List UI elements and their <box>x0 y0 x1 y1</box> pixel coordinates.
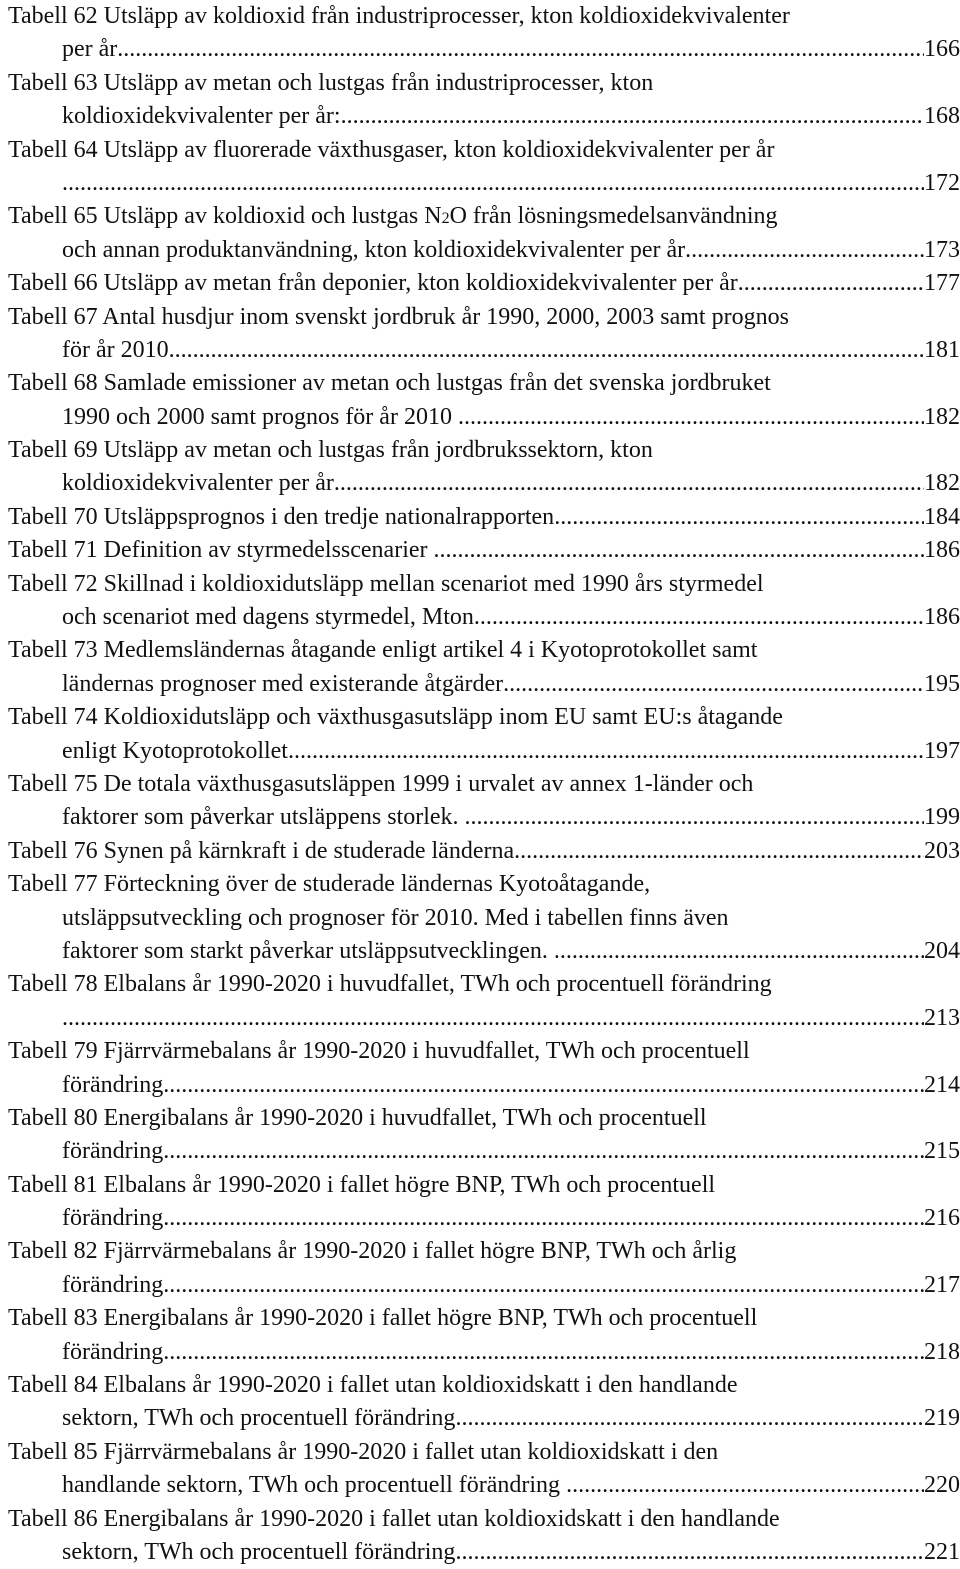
page-number: 199 <box>924 804 960 831</box>
toc-entry-tabell-65[interactable]: Tabell 65 Utsläpp av koldioxid och lustgas N 2 O från lösningsmedelsanvändning och annan produktanvändning, kton koldioxidekvivalenter per år ..... 173 <box>8 200 960 267</box>
page-number: 215 <box>924 1138 960 1165</box>
toc-entry-text: Tabell 71 Definition av styrmedelsscenarier <box>8 537 434 564</box>
page-number: 204 <box>924 937 960 964</box>
toc-entry-text: Tabell 84 Elbalans år 1990-2020 i fallet utan koldioxidskatt i den handlande <box>8 1372 738 1399</box>
dot-leader <box>434 534 924 567</box>
toc-entry-text: Tabell 69 Utsläpp av metan och lustgas från jordbrukssektorn, kton <box>8 437 653 464</box>
dot-leader <box>685 234 924 267</box>
toc-entry-tabell-83[interactable] <box>8 1302 960 1369</box>
toc-entry-tabell-70[interactable] <box>8 501 960 534</box>
toc-entry-text: Tabell 79 Fjärrvärmebalans år 1990-2020 i huvudfallet, TWh och procentuell <box>8 1038 750 1065</box>
toc-entry-text: koldioxidekvivalenter per år <box>62 470 334 497</box>
toc-entry-tabell-77[interactable] <box>8 868 960 968</box>
dot-leader <box>465 801 924 834</box>
toc-entry-text: Tabell 83 Energibalans år 1990-2020 i fallet högre BNP, TWh och procentuell <box>8 1305 758 1332</box>
toc-entry-text: O från lösningsmedelsanvändning <box>449 203 778 230</box>
toc-entry-tabell-81[interactable] <box>8 1169 960 1236</box>
toc-entry-text: Tabell 73 Medlemsländernas åtagande enligt artikel 4 i Kyotoprotokollet samt <box>8 637 758 664</box>
toc-entry-text: förändring <box>62 1205 164 1232</box>
page-number: 166 <box>924 36 960 63</box>
page-number: 197 <box>924 737 960 764</box>
toc-entry-text: Tabell 75 De totala växthusgasutsläppen 1999 i urvalet av annex 1-länder och <box>8 770 754 797</box>
toc-entry-text: förändring <box>62 1138 164 1165</box>
toc-entry-text: Tabell 82 Fjärrvärmebalans år 1990-2020 i fallet högre BNP, TWh och årlig <box>8 1238 737 1265</box>
page-number: 216 <box>924 1205 960 1232</box>
dot-leader <box>62 1002 924 1035</box>
toc-entry-tabell-69[interactable] <box>8 434 960 501</box>
dot-leader <box>169 334 924 367</box>
dot-leader <box>554 501 924 534</box>
dot-leader <box>503 668 924 701</box>
toc-entry-text: Tabell 74 Koldioxidutsläpp och växthusgasutsläpp inom EU samt EU:s åtagande <box>8 704 783 731</box>
toc-entry-text: Tabell 64 Utsläpp av fluorerade växthusgaser, kton koldioxidekvivalenter per år <box>8 136 775 163</box>
toc-entry-tabell-64[interactable] <box>8 134 960 201</box>
toc-entry-text: enligt Kyotoprotokollet. <box>62 737 294 764</box>
toc-entry-tabell-84[interactable] <box>8 1369 960 1436</box>
toc-entry-tabell-75[interactable] <box>8 768 960 835</box>
toc-entry-text: Tabell 72 Skillnad i koldioxidutsläpp mellan scenariot med 1990 års styrmedel <box>8 570 764 597</box>
toc-entry-text: Tabell 85 Fjärrvärmebalans år 1990-2020 i fallet utan koldioxidskatt i den <box>8 1438 719 1465</box>
page-number: 172 <box>924 169 960 196</box>
toc-entry-text: utsläppsutveckling och prognoser för 2010. Med i tabellen finns även <box>62 904 729 931</box>
toc-entry-text: Tabell 63 Utsläpp av metan och lustgas från industriprocesser, kton <box>8 69 654 96</box>
toc-entry-tabell-74[interactable] <box>8 701 960 768</box>
toc-entry-tabell-79[interactable] <box>8 1035 960 1102</box>
page-number: 221 <box>924 1538 960 1565</box>
toc-entry-tabell-67[interactable] <box>8 301 960 368</box>
toc-entry-text: Tabell 65 Utsläpp av koldioxid och lustgas N <box>8 203 442 230</box>
toc-entry-tabell-76[interactable] <box>8 835 960 868</box>
page-number: 186 <box>924 604 960 631</box>
toc-entry-text: ländernas prognoser med existerande åtgärder <box>62 670 504 697</box>
dot-leader <box>163 1202 924 1235</box>
toc-entry-text: handlande sektorn, TWh och procentuell förändring <box>62 1472 567 1499</box>
toc-entry-text: Tabell 77 Förteckning över de studerade ländernas Kyotoåtagande, <box>8 871 651 898</box>
page-number: 173 <box>924 236 960 263</box>
page-number: 213 <box>924 1004 960 1031</box>
dot-leader <box>554 935 924 968</box>
toc-entry-text: Tabell 66 Utsläpp av metan från deponier, kton koldioxidekvivalenter per år <box>8 270 738 297</box>
toc-entry-text: förändring <box>62 1071 164 1098</box>
dot-leader <box>62 167 924 200</box>
toc-entry-tabell-68[interactable] <box>8 367 960 434</box>
dot-leader <box>117 33 924 66</box>
toc-entry-tabell-72[interactable] <box>8 568 960 635</box>
toc-entry-tabell-73[interactable] <box>8 634 960 701</box>
page-number: 182 <box>924 403 960 430</box>
toc-entry-text: sektorn, TWh och procentuell förändring <box>62 1405 456 1432</box>
toc-entry-text: Tabell 68 Samlade emissioner av metan och lustgas från det svenska jordbruket <box>8 370 771 397</box>
page-number: 218 <box>924 1338 960 1365</box>
toc-entry-tabell-80[interactable] <box>8 1102 960 1169</box>
toc-entry-tabell-85[interactable] <box>8 1436 960 1503</box>
toc-entry-text: förändring <box>62 1271 164 1298</box>
toc-entry-tabell-82[interactable] <box>8 1235 960 1302</box>
toc-entry-text: Tabell 78 Elbalans år 1990-2020 i huvudfallet, TWh och procentuell förändring <box>8 971 772 998</box>
dot-leader <box>566 1469 924 1502</box>
toc-entry-text: 1990 och 2000 samt prognos för år 2010 <box>62 403 458 430</box>
page-number: 177 <box>924 270 960 297</box>
page-number: 203 <box>924 837 960 864</box>
dot-leader <box>738 267 924 300</box>
toc-entry-text: per år <box>62 36 118 63</box>
dot-leader <box>163 1336 924 1369</box>
dot-leader <box>455 1402 924 1435</box>
dot-leader <box>163 1269 924 1302</box>
page-number: 186 <box>924 537 960 564</box>
dot-leader <box>455 1536 924 1569</box>
toc-entry-tabell-86[interactable] <box>8 1503 960 1569</box>
toc-entry-text: Tabell 81 Elbalans år 1990-2020 i fallet högre BNP, TWh och procentuell <box>8 1171 716 1198</box>
dot-leader <box>294 735 924 768</box>
toc-entry-text: och annan produktanvändning, kton koldioxidekvivalenter per år <box>62 236 686 263</box>
toc-entry-tabell-78[interactable] <box>8 968 960 1035</box>
table-of-tables <box>8 0 960 1569</box>
page-number: 168 <box>924 103 960 130</box>
page-number: 195 <box>924 670 960 697</box>
dot-leader <box>163 1069 924 1102</box>
page-number: 182 <box>924 470 960 497</box>
page-number: 214 <box>924 1071 960 1098</box>
page-number: 184 <box>924 503 960 530</box>
toc-entry-tabell-66[interactable] <box>8 267 960 300</box>
toc-entry-text: sektorn, TWh och procentuell förändring <box>62 1538 456 1565</box>
dot-leader <box>163 1135 924 1168</box>
page-number: 220 <box>924 1472 960 1499</box>
dot-leader <box>514 835 924 868</box>
toc-entry-text: faktorer som starkt påverkar utsläppsutvecklingen. <box>62 937 554 964</box>
toc-entry-text: Tabell 67 Antal husdjur inom svenskt jordbruk år 1990, 2000, 2003 samt prognos <box>8 303 789 330</box>
toc-entry-text: koldioxidekvivalenter per år: <box>62 103 341 130</box>
toc-entry-text: faktorer som påverkar utsläppens storlek. <box>62 804 465 831</box>
dot-leader <box>334 467 924 500</box>
toc-entry-text: för år 2010 <box>62 336 169 363</box>
dot-leader <box>458 401 924 434</box>
toc-entry-text: Tabell 86 Energibalans år 1990-2020 i fallet utan koldioxidskatt i den handlande <box>8 1505 780 1532</box>
toc-entry-text: Tabell 62 Utsläpp av koldioxid från industriprocesser, kton koldioxidekvivalenter <box>8 3 790 29</box>
toc-entry-text: Tabell 76 Synen på kärnkraft i de studerade länderna <box>8 837 515 864</box>
page-number: 219 <box>924 1405 960 1432</box>
dot-leader <box>341 100 924 133</box>
toc-entry-text: Tabell 80 Energibalans år 1990-2020 i huvudfallet, TWh och procentuell <box>8 1104 707 1131</box>
toc-entry-tabell-63[interactable] <box>8 67 960 134</box>
toc-entry-tabell-71[interactable] <box>8 534 960 567</box>
page-number: 181 <box>924 336 960 363</box>
dot-leader <box>474 601 924 634</box>
page-number: 217 <box>924 1271 960 1298</box>
toc-entry-tabell-62[interactable] <box>8 0 960 67</box>
toc-entry-text: och scenariot med dagens styrmedel, Mton <box>62 604 474 631</box>
toc-entry-text: förändring <box>62 1338 164 1365</box>
toc-entry-text: Tabell 70 Utsläppsprognos i den tredje nationalrapporten <box>8 503 555 530</box>
